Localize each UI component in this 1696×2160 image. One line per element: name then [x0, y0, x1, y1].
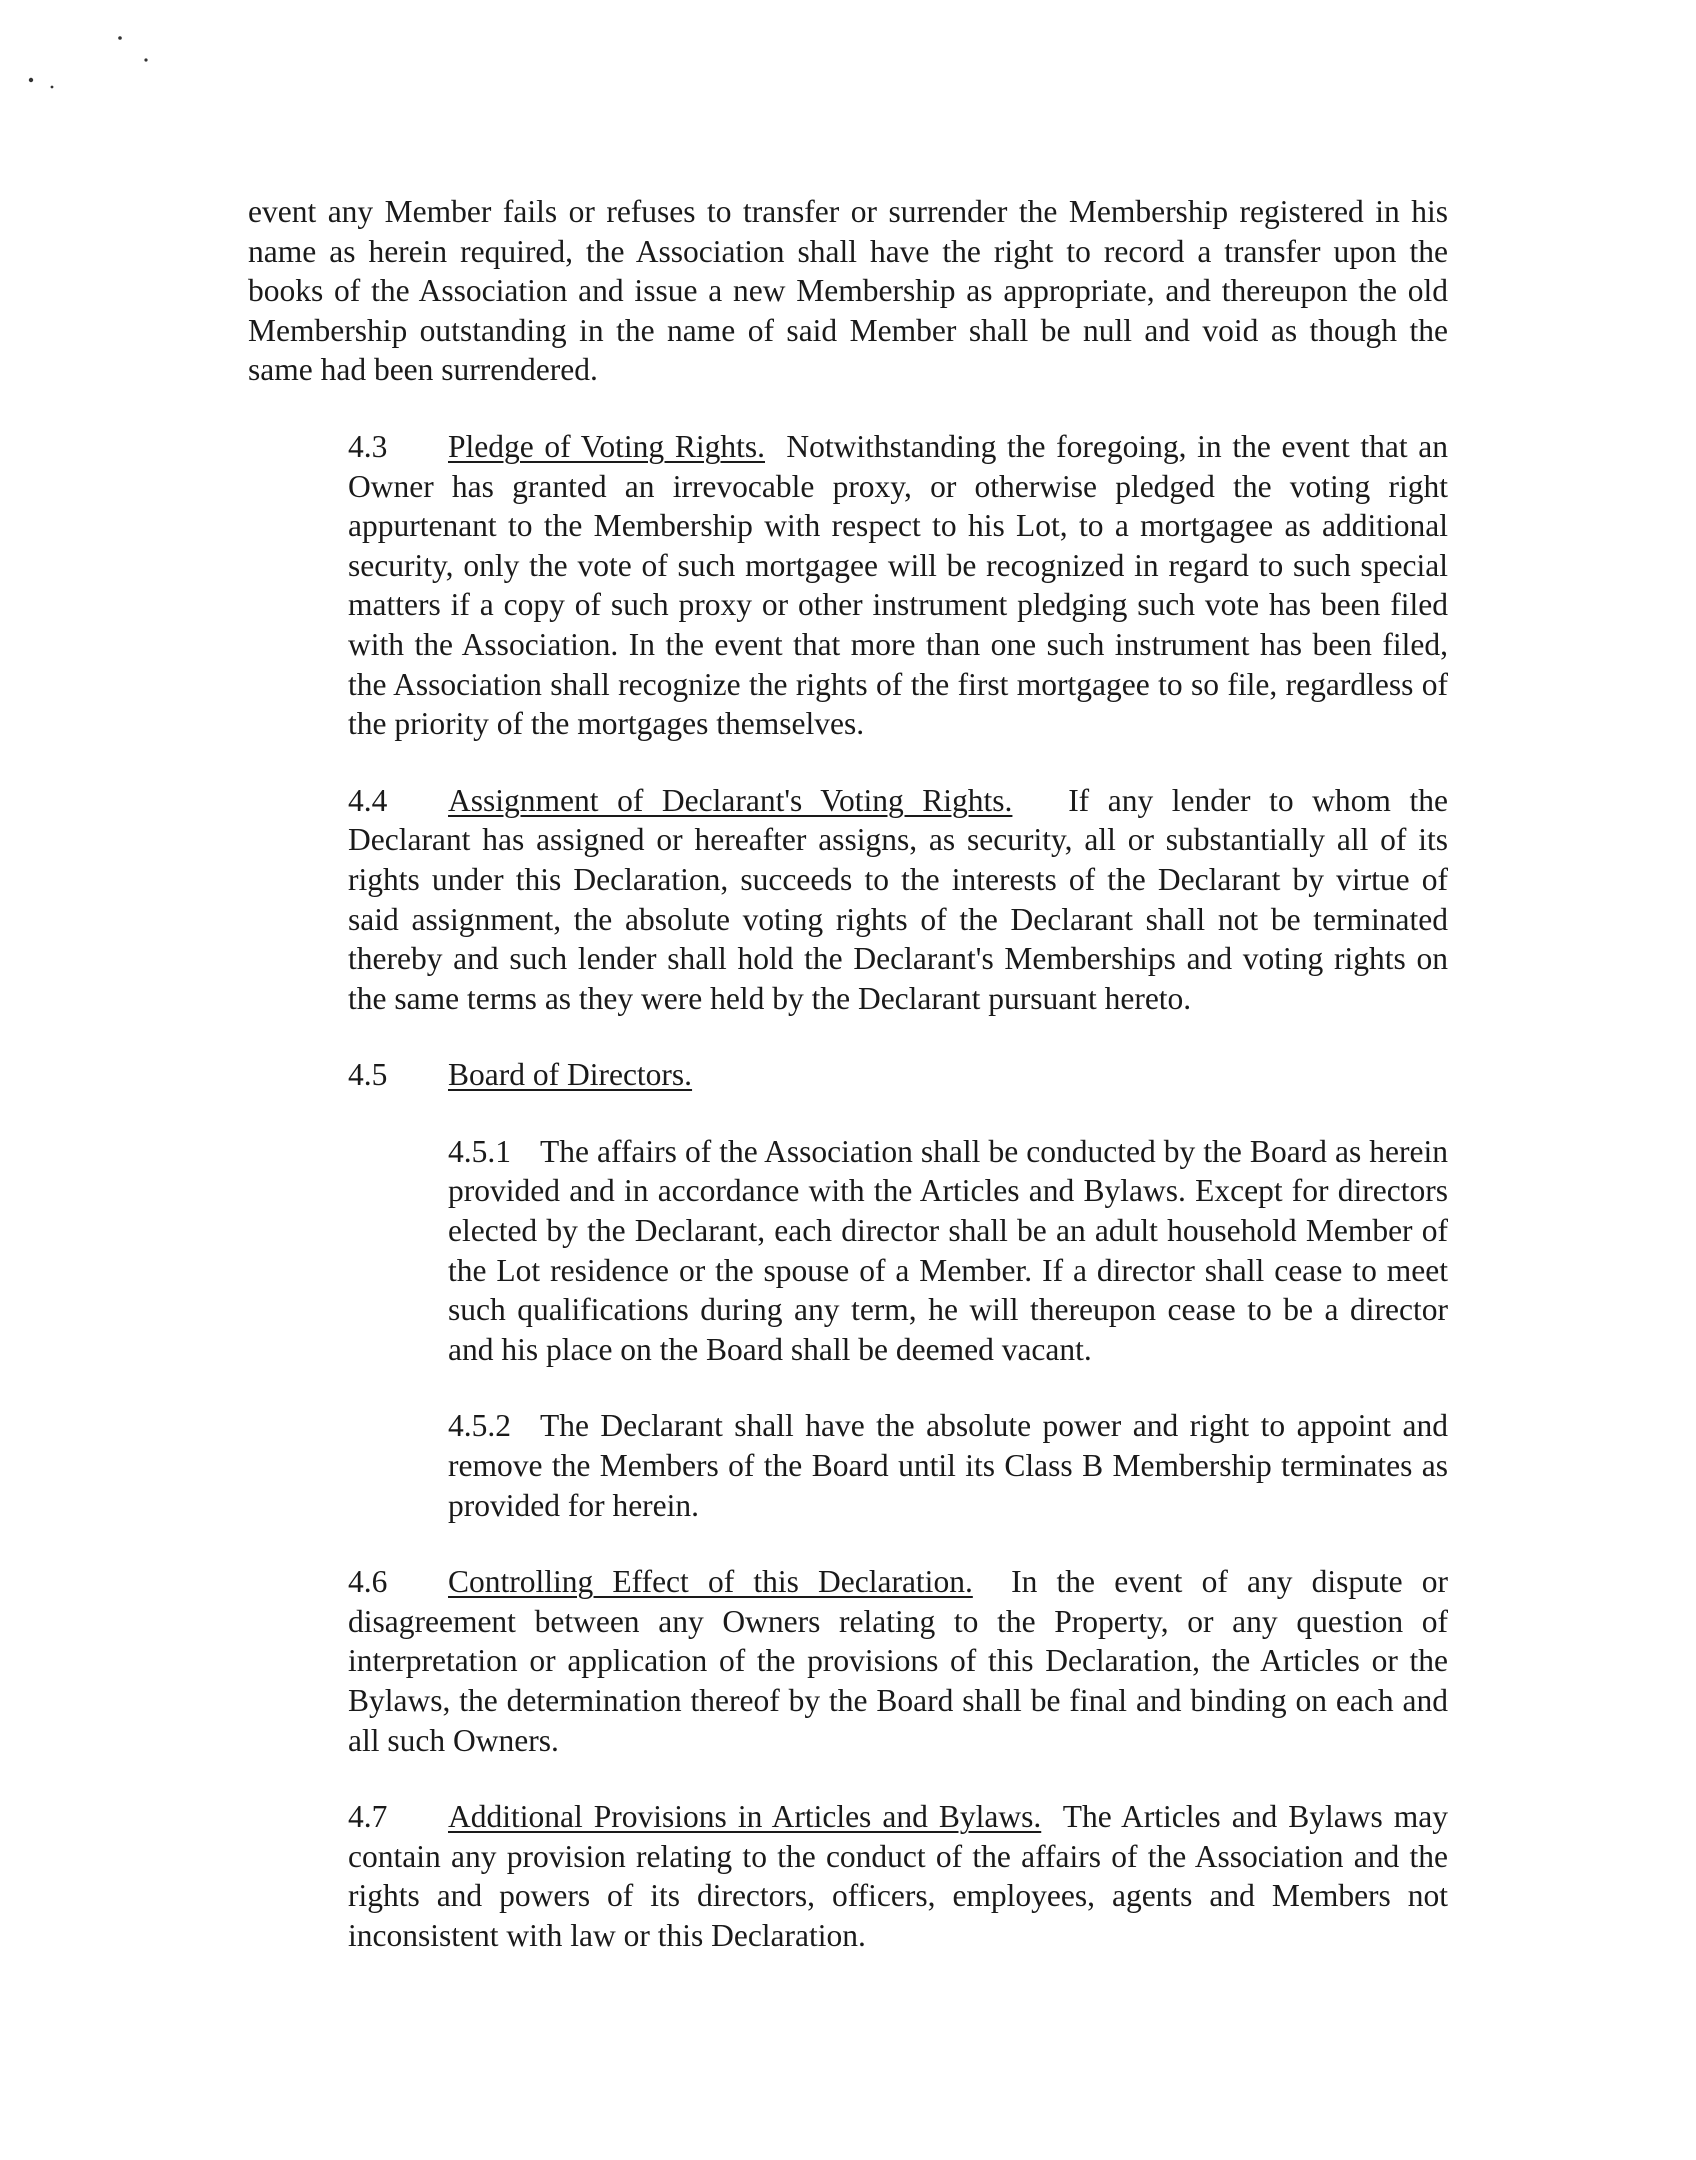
section-number: 4.7: [348, 1799, 388, 1835]
section-4-7: [248, 1797, 1448, 1955]
section-title: Additional Provisions in Articles and Bylaws.: [448, 1799, 1042, 1835]
subsection-body: The Declarant shall have the absolute power and right to appoint and remove the Members of the Board until its Class B Membership terminates as provided for herein.: [448, 1408, 1448, 1523]
section-4-3: [248, 427, 1448, 744]
section-body: If any lender to whom the Declarant has assigned or hereafter assigns, as security, all or substantially all of its rights under this Declaration, succeeds to the interests of the Declarant by virtue of said assignment, the absolute voting rights of the Declarant shall not be terminated thereby and such lender shall hold the Declarant's Memberships and voting rights on the same terms as they were held by the Declarant pursuant hereto.: [348, 782, 1448, 1016]
section-number: 4.5: [348, 1057, 388, 1093]
subsection-body: The affairs of the Association shall be conducted by the Board as herein provided and in accordance with the Articles and Bylaws. Except for directors elected by the Declarant, each director shall be an adult household Member of the Lot residence or the spouse of a Member. If a director shall cease to meet such qualifications during any term, he will thereupon cease to be a director and his place on the Board shall be deemed vacant.: [448, 1133, 1448, 1367]
section-number: 4.4: [348, 782, 388, 818]
section-title: Controlling Effect of this Declaration.: [448, 1564, 973, 1600]
section-title: Assignment of Declarant's Voting Rights.: [448, 782, 1013, 818]
section-4-5-2: [248, 1406, 1448, 1525]
subsection-number: 4.5.1: [448, 1133, 511, 1169]
section-title: Board of Directors.: [448, 1057, 693, 1093]
subsection-number: 4.5.2: [448, 1408, 511, 1444]
section-4-6: [248, 1562, 1448, 1760]
section-title: Pledge of Voting Rights.: [448, 428, 765, 464]
section-4-5-1: [248, 1132, 1448, 1370]
scan-specks: [0, 0, 200, 120]
section-number: 4.3: [348, 428, 388, 464]
continuation-paragraph: event any Member fails or refuses to transfer or surrender the Membership registered in his name as herein required, the Association shall have the right to record a transfer upon the books of the Association and issue a new Membership as appropriate, and thereupon the old Membership outstanding in the name of said Member shall be null and void as though the same had been surrendered.: [248, 194, 1448, 388]
section-4-5: [248, 1055, 1448, 1095]
document-page: [248, 192, 1448, 1956]
section-body: The Articles and Bylaws may contain any provision relating to the conduct of the affairs of the Association and the rights and powers of its directors, officers, employees, agents and Members not inconsistent with law or this Declaration.: [348, 1799, 1448, 1953]
section-number: 4.6: [348, 1564, 388, 1600]
section-4-4: [248, 781, 1448, 1019]
section-body: In the event of any dispute or disagreement between any Owners relating to the Property, or any question of interpretation or application of the provisions of this Declaration, the Articles or the Bylaws, the determination thereof by the Board shall be final and binding on each and all such Owners.: [348, 1564, 1449, 1758]
section-body: Notwithstanding the foregoing, in the event that an Owner has granted an irrevocable proxy, or otherwise pledged the voting right appurtenant to the Membership with respect to his Lot, to a mortgagee as additional security, only the vote of such mortgagee will be recognized in regard to such special matters if a copy of such proxy or other instrument pledging such vote has been filed with the Association. In the event that more than one such instrument has been filed, the Association shall recognize the rights of the first mortgagee to so file, regardless of the priority of the mortgages themselves.: [348, 428, 1448, 742]
